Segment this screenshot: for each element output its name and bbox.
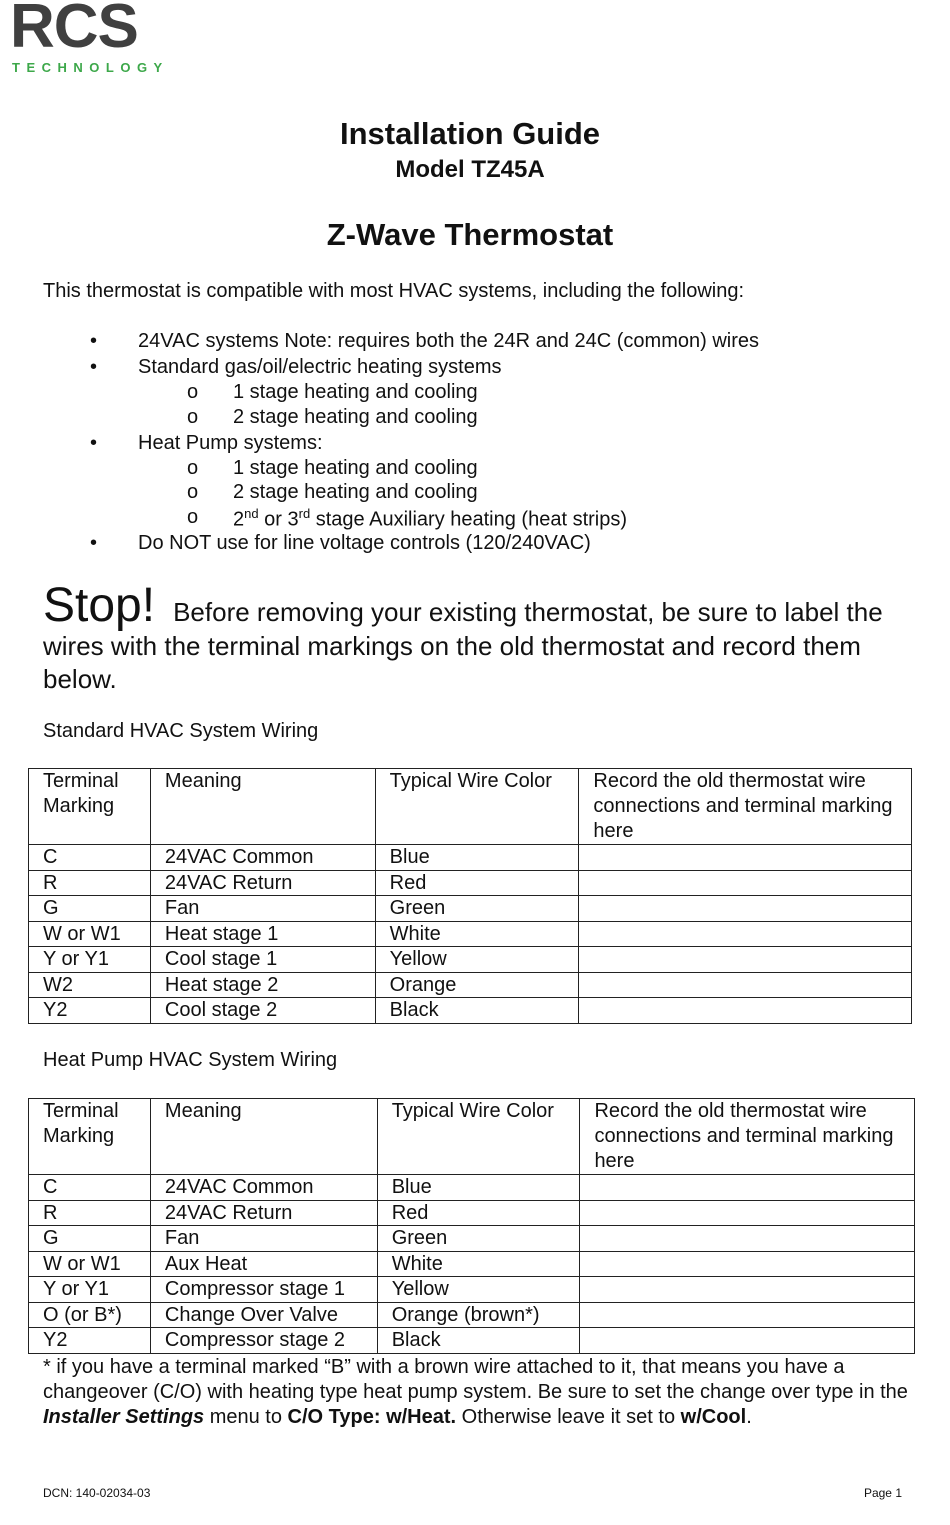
terminal-cell: G: [29, 896, 151, 922]
model-subtitle: Model TZ45A: [395, 156, 545, 183]
meaning-cell: 24VAC Common: [150, 845, 375, 871]
table-row: [29, 1277, 915, 1303]
text-part: 2: [233, 508, 245, 531]
footnote-text: * if you have a terminal marked “B” with a brown wire attached to it, that means you have a changeover (C/O) with heating type heat pump system. Be sure to set the change over type in the: [43, 1356, 908, 1403]
table-row: [29, 972, 912, 998]
terminal-cell: W2: [29, 972, 151, 998]
header-cell: Meaning: [150, 769, 375, 845]
sub-list-item: [233, 506, 627, 532]
sub-list-item: 2 stage heating and cooling: [233, 406, 478, 428]
page-number: Page 1: [863, 1486, 902, 1500]
sub-list-item: 2 stage heating and cooling: [233, 481, 478, 503]
terminal-cell: Y or Y1: [29, 947, 151, 973]
record-cell[interactable]: [580, 1328, 915, 1354]
meaning-cell: 24VAC Return: [150, 870, 375, 896]
table-header-row: [29, 1099, 915, 1175]
color-cell: Yellow: [377, 1277, 580, 1303]
terminal-cell: C: [29, 845, 151, 871]
table-row: [29, 1328, 915, 1354]
terminal-cell: Y2: [29, 998, 151, 1024]
list-item: Heat Pump systems:: [138, 432, 323, 454]
list-item: 24VAC systems Note: requires both the 24R and 24C (common) wires: [138, 330, 760, 352]
footnote: [43, 1355, 913, 1430]
record-cell[interactable]: [580, 1175, 915, 1201]
header-cell: Record the old thermostat wire connections and terminal marking here: [580, 1099, 915, 1175]
record-cell[interactable]: [579, 870, 912, 896]
sub-bullet: o: [187, 506, 199, 528]
meaning-cell: Heat stage 2: [150, 972, 375, 998]
header-cell: Typical Wire Color: [377, 1099, 580, 1175]
header-cell: Terminal Marking: [29, 1099, 151, 1175]
table-row: [29, 921, 912, 947]
meaning-cell: Compressor stage 1: [150, 1277, 377, 1303]
list-item: Do NOT use for line voltage controls (120/240VAC): [138, 532, 591, 554]
record-cell[interactable]: [580, 1277, 915, 1303]
terminal-cell: Y2: [29, 1328, 151, 1354]
color-cell: Yellow: [375, 947, 579, 973]
superscript: nd: [244, 506, 259, 521]
color-cell: Red: [375, 870, 579, 896]
table-row: [29, 947, 912, 973]
heatpump-wiring-table: [28, 1098, 915, 1354]
color-cell: Orange (brown*): [377, 1302, 580, 1328]
record-cell[interactable]: [579, 998, 912, 1024]
header-cell: Record the old thermostat wire connections and terminal marking here: [579, 769, 912, 845]
terminal-cell: W or W1: [29, 1251, 151, 1277]
installer-settings-text: Installer Settings: [43, 1406, 205, 1428]
sub-bullet: o: [187, 481, 199, 503]
standard-wiring-title: Standard HVAC System Wiring: [43, 720, 319, 742]
table-row: [29, 1251, 915, 1277]
terminal-cell: C: [29, 1175, 151, 1201]
heatpump-wiring-title: Heat Pump HVAC System Wiring: [43, 1049, 338, 1071]
footnote-text: Otherwise leave it set to: [456, 1406, 681, 1428]
table-row: [29, 1200, 915, 1226]
bullet: •: [90, 532, 98, 554]
superscript: rd: [298, 506, 311, 521]
logo-sub-text: TECHNOLOGY: [12, 60, 169, 75]
document-control-number: DCN: 140-02034-03: [43, 1486, 151, 1500]
record-cell[interactable]: [579, 845, 912, 871]
color-cell: Black: [377, 1328, 580, 1354]
meaning-cell: Fan: [150, 1226, 377, 1252]
text-part: stage Auxiliary heating (heat strips): [310, 508, 628, 531]
record-cell[interactable]: [579, 947, 912, 973]
header-cell: Terminal Marking: [29, 769, 151, 845]
table-header-row: [29, 769, 912, 845]
color-cell: Red: [377, 1200, 580, 1226]
terminal-cell: R: [29, 1200, 151, 1226]
bullet: •: [90, 330, 98, 352]
table-row: [29, 870, 912, 896]
stop-word: Stop!: [43, 579, 156, 632]
sub-bullet: o: [187, 457, 199, 479]
co-type-text: C/O Type: w/Heat.: [287, 1406, 457, 1428]
record-cell[interactable]: [580, 1200, 915, 1226]
company-logo: [10, 0, 170, 80]
terminal-cell: G: [29, 1226, 151, 1252]
meaning-cell: Fan: [150, 896, 375, 922]
record-cell[interactable]: [580, 1302, 915, 1328]
product-title: Z-Wave Thermostat: [326, 217, 614, 252]
table-row: [29, 1302, 915, 1328]
record-cell[interactable]: [579, 972, 912, 998]
header-cell: Meaning: [150, 1099, 377, 1175]
footnote-text: menu to: [204, 1406, 288, 1428]
record-cell[interactable]: [579, 896, 912, 922]
logo-main-text: RCS: [10, 0, 138, 61]
color-cell: Green: [377, 1226, 580, 1252]
color-cell: Green: [375, 896, 579, 922]
color-cell: Blue: [377, 1175, 580, 1201]
record-cell[interactable]: [580, 1251, 915, 1277]
w-cool-text: w/Cool: [680, 1406, 747, 1428]
sub-list-item: 1 stage heating and cooling: [233, 381, 478, 403]
color-cell: Orange: [375, 972, 579, 998]
meaning-cell: 24VAC Common: [150, 1175, 377, 1201]
record-cell[interactable]: [579, 921, 912, 947]
meaning-cell: Cool stage 2: [150, 998, 375, 1024]
table-row: [29, 896, 912, 922]
meaning-cell: Heat stage 1: [150, 921, 375, 947]
color-cell: Blue: [375, 845, 579, 871]
color-cell: White: [375, 921, 579, 947]
stop-text: Before removing your existing thermostat, be sure to label the wires with the terminal markings on the old thermostat and record them below.: [43, 597, 883, 694]
meaning-cell: Change Over Valve: [150, 1302, 377, 1328]
color-cell: White: [377, 1251, 580, 1277]
terminal-cell: W or W1: [29, 921, 151, 947]
table-row: [29, 998, 912, 1024]
sub-bullet: o: [187, 381, 199, 403]
text-part: or 3: [258, 508, 299, 531]
meaning-cell: Cool stage 1: [150, 947, 375, 973]
terminal-cell: O (or B*): [29, 1302, 151, 1328]
color-cell: Black: [375, 998, 579, 1024]
table-row: [29, 1175, 915, 1201]
table-row: [29, 1226, 915, 1252]
meaning-cell: Compressor stage 2: [150, 1328, 377, 1354]
stop-warning: [43, 579, 913, 696]
record-cell[interactable]: [580, 1226, 915, 1252]
footnote-text: .: [746, 1406, 752, 1428]
meaning-cell: Aux Heat: [150, 1251, 377, 1277]
sub-list-item: 1 stage heating and cooling: [233, 457, 478, 479]
standard-wiring-table: [28, 768, 912, 1024]
sub-bullet: o: [187, 406, 199, 428]
bullet: •: [90, 356, 98, 378]
terminal-cell: R: [29, 870, 151, 896]
table-row: [29, 845, 912, 871]
header-cell: Typical Wire Color: [375, 769, 579, 845]
meaning-cell: 24VAC Return: [150, 1200, 377, 1226]
bullet: •: [90, 432, 98, 454]
list-item: Standard gas/oil/electric heating systems: [138, 356, 502, 378]
page-title: Installation Guide: [339, 116, 601, 151]
terminal-cell: Y or Y1: [29, 1277, 151, 1303]
intro-text: This thermostat is compatible with most HVAC systems, including the following:: [43, 280, 745, 302]
